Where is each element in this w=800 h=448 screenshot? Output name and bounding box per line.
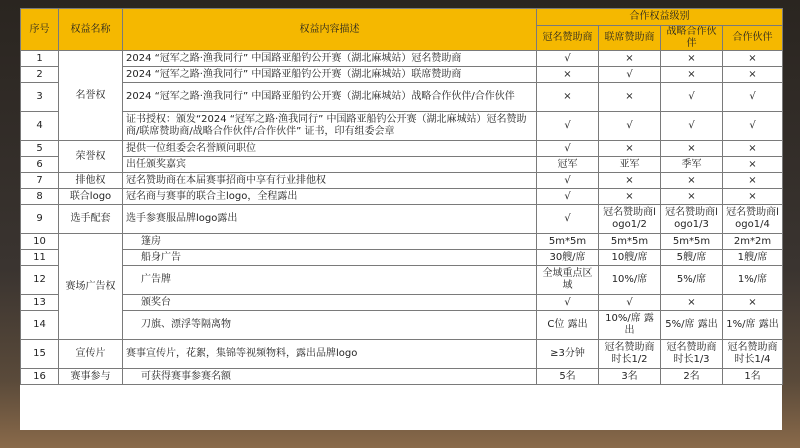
- row-no: 3: [21, 83, 59, 112]
- cell-strategic: ×: [661, 173, 723, 189]
- table-row: [21, 83, 783, 112]
- cell-strategic: 5m*5m: [661, 234, 723, 250]
- cell-co: √: [599, 112, 661, 141]
- row-no: 10: [21, 234, 59, 250]
- table-row: [21, 340, 783, 369]
- cell-strategic: ×: [661, 295, 723, 311]
- cell-co: ×: [599, 83, 661, 112]
- table-row: [21, 51, 783, 67]
- cell-partner: 1名: [723, 369, 783, 385]
- row-no: 16: [21, 369, 59, 385]
- table-row: [21, 67, 783, 83]
- cell-co: 亚军: [599, 157, 661, 173]
- row-desc: 2024 “冠军之路·渔我同行” 中国路亚船钓公开赛（湖北麻城站）战略合作伙伴/合作伙伴: [123, 83, 537, 112]
- cell-title: 5m*5m: [537, 234, 599, 250]
- cell-title: √: [537, 51, 599, 67]
- cell-strategic: 冠名赞助商logo1/3: [661, 205, 723, 234]
- cell-co: 3名: [599, 369, 661, 385]
- row-no: 9: [21, 205, 59, 234]
- cell-title: 30艘/席: [537, 250, 599, 266]
- table-row: [21, 112, 783, 141]
- cell-partner: 冠名赞助商logo1/4: [723, 205, 783, 234]
- cell-title: √: [537, 189, 599, 205]
- cell-partner: 冠名赞助商时长1/4: [723, 340, 783, 369]
- cell-partner: ×: [723, 141, 783, 157]
- header-desc: 权益内容描述: [123, 9, 537, 51]
- cell-partner: ×: [723, 189, 783, 205]
- cell-strategic: ×: [661, 141, 723, 157]
- row-no: 5: [21, 141, 59, 157]
- cell-title: √: [537, 141, 599, 157]
- cell-co: 5m*5m: [599, 234, 661, 250]
- row-no: 13: [21, 295, 59, 311]
- header-no: 序号: [21, 9, 59, 51]
- row-no: 7: [21, 173, 59, 189]
- group-label: 选手配套: [59, 205, 123, 234]
- cell-title: C位 露出: [537, 311, 599, 340]
- cell-co: ×: [599, 173, 661, 189]
- cell-strategic: 2名: [661, 369, 723, 385]
- row-desc: 冠名商与赛事的联合主logo，全程露出: [123, 189, 537, 205]
- row-desc: 可获得赛事参赛名额: [123, 369, 537, 385]
- row-no: 4: [21, 112, 59, 141]
- cell-strategic: √: [661, 83, 723, 112]
- table-row: [21, 205, 783, 234]
- cell-co: 10%/席 露出: [599, 311, 661, 340]
- cell-co: ×: [599, 189, 661, 205]
- cell-strategic: 季军: [661, 157, 723, 173]
- row-desc: 广告牌: [123, 266, 537, 295]
- row-desc: 证书授权：颁发“2024 “冠军之路·渔我同行” 中国路亚船钓公开赛（湖北麻城站）冠名赞助商/联席赞助商/战略合作伙伴/合作伙伴” 证书，印有组委会章: [123, 112, 537, 141]
- cell-co: ×: [599, 141, 661, 157]
- cell-partner: 2m*2m: [723, 234, 783, 250]
- benefits-table-frame: [20, 8, 782, 430]
- header-level-strategic: 战略合作伙伴: [661, 26, 723, 51]
- header-level-co: 联席赞助商: [599, 26, 661, 51]
- cell-strategic: ×: [661, 189, 723, 205]
- row-no: 12: [21, 266, 59, 295]
- sponsorship-benefits-table: [20, 8, 783, 385]
- cell-partner: ×: [723, 67, 783, 83]
- group-label: 联合logo: [59, 189, 123, 205]
- row-desc: 刀旗、漂浮等隔离物: [123, 311, 537, 340]
- table-row: [21, 141, 783, 157]
- cell-partner: 1%/席 露出: [723, 311, 783, 340]
- cell-strategic: ×: [661, 51, 723, 67]
- cell-co: 冠名赞助商logo1/2: [599, 205, 661, 234]
- row-desc: 出任颁奖嘉宾: [123, 157, 537, 173]
- row-desc: 选手参赛服品牌logo露出: [123, 205, 537, 234]
- group-label: 赛事参与: [59, 369, 123, 385]
- cell-co: 10艘/席: [599, 250, 661, 266]
- row-no: 11: [21, 250, 59, 266]
- cell-partner: ×: [723, 173, 783, 189]
- table-row: [21, 157, 783, 173]
- table-row: [21, 189, 783, 205]
- cell-partner: √: [723, 112, 783, 141]
- row-no: 14: [21, 311, 59, 340]
- cell-strategic: 5艘/席: [661, 250, 723, 266]
- group-label: 赛场广告权: [59, 234, 123, 340]
- row-desc: 船身广告: [123, 250, 537, 266]
- cell-strategic: 5%/席 露出: [661, 311, 723, 340]
- header-level-title: 冠名赞助商: [537, 26, 599, 51]
- cell-strategic: 5%/席: [661, 266, 723, 295]
- cell-title: 冠军: [537, 157, 599, 173]
- cell-title: ×: [537, 83, 599, 112]
- cell-title: √: [537, 112, 599, 141]
- cell-co: √: [599, 67, 661, 83]
- group-label: 荣誉权: [59, 141, 123, 173]
- cell-partner: ×: [723, 295, 783, 311]
- cell-title: 5名: [537, 369, 599, 385]
- cell-title: √: [537, 173, 599, 189]
- cell-co: 10%/席: [599, 266, 661, 295]
- group-label: 宣传片: [59, 340, 123, 369]
- group-label: 排他权: [59, 173, 123, 189]
- row-desc: 颁奖台: [123, 295, 537, 311]
- cell-title: ×: [537, 67, 599, 83]
- row-desc: 冠名赞助商在本届赛事招商中享有行业排他权: [123, 173, 537, 189]
- table-row: [21, 266, 783, 295]
- group-label: 名誉权: [59, 51, 123, 141]
- row-desc: 提供一位组委会名誉顾问职位: [123, 141, 537, 157]
- header-name: 权益名称: [59, 9, 123, 51]
- header-level: 合作权益级别: [537, 9, 783, 26]
- cell-strategic: ×: [661, 67, 723, 83]
- cell-strategic: √: [661, 112, 723, 141]
- row-no: 8: [21, 189, 59, 205]
- row-desc: 篷房: [123, 234, 537, 250]
- table-row: [21, 295, 783, 311]
- cell-partner: 1%/席: [723, 266, 783, 295]
- row-no: 6: [21, 157, 59, 173]
- table-row: [21, 311, 783, 340]
- cell-title: ≥3分钟: [537, 340, 599, 369]
- cell-partner: 1艘/席: [723, 250, 783, 266]
- row-no: 2: [21, 67, 59, 83]
- table-row: [21, 369, 783, 385]
- cell-co: ×: [599, 51, 661, 67]
- cell-title: √: [537, 205, 599, 234]
- cell-partner: ×: [723, 51, 783, 67]
- table-row: [21, 234, 783, 250]
- row-desc: 2024 “冠军之路·渔我同行” 中国路亚船钓公开赛（湖北麻城站）冠名赞助商: [123, 51, 537, 67]
- cell-title: 全域重点区域: [537, 266, 599, 295]
- row-desc: 赛事宣传片，花絮，集锦等视频物料，露出品牌logo: [123, 340, 537, 369]
- cell-strategic: 冠名赞助商时长1/3: [661, 340, 723, 369]
- cell-title: √: [537, 295, 599, 311]
- cell-partner: ×: [723, 157, 783, 173]
- cell-co: √: [599, 295, 661, 311]
- header-level-partner: 合作伙伴: [723, 26, 783, 51]
- table-row: [21, 250, 783, 266]
- row-desc: 2024 “冠军之路·渔我同行” 中国路亚船钓公开赛（湖北麻城站）联席赞助商: [123, 67, 537, 83]
- cell-co: 冠名赞助商时长1/2: [599, 340, 661, 369]
- row-no: 1: [21, 51, 59, 67]
- row-no: 15: [21, 340, 59, 369]
- table-row: [21, 173, 783, 189]
- cell-partner: √: [723, 83, 783, 112]
